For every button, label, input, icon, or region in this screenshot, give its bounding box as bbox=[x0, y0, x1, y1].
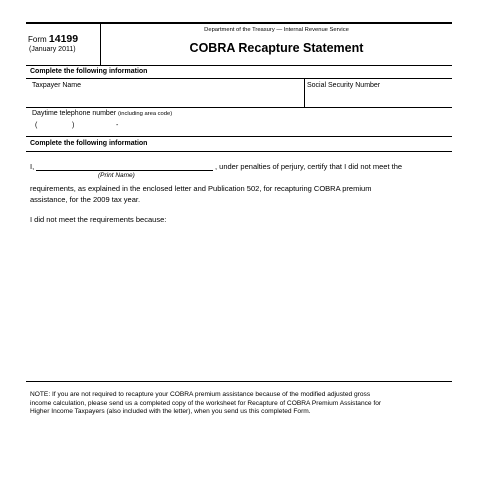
header-bottom-rule bbox=[26, 65, 452, 66]
form-date: (January 2011) bbox=[29, 46, 76, 53]
form-number: 14199 bbox=[48, 33, 79, 45]
cert-line-3: assistance, for the 2009 tax year. bbox=[30, 195, 141, 204]
phone-close-paren: ) bbox=[72, 122, 75, 129]
name-row-rule bbox=[26, 107, 452, 108]
note-rule bbox=[26, 381, 452, 382]
form-title: COBRA Recapture Statement bbox=[189, 41, 364, 55]
reason-label: I did not meet the requirements because: bbox=[30, 215, 167, 224]
section1-heading: Complete the following information bbox=[30, 68, 148, 75]
note-block bbox=[30, 391, 381, 417]
phone-sub-label: (including area code) bbox=[118, 111, 173, 117]
reason-text-area[interactable] bbox=[28, 228, 450, 378]
phone-row-rule bbox=[26, 136, 452, 137]
phone-open-paren: ( bbox=[35, 122, 38, 129]
section2-rule bbox=[26, 151, 452, 152]
form-label: Form bbox=[28, 35, 47, 44]
phone-dash: - bbox=[116, 122, 119, 129]
agency-name: Department of the Treasury — Internal Revenue Service bbox=[204, 27, 349, 33]
print-name-input[interactable] bbox=[36, 160, 213, 171]
cert-prefix: I, bbox=[30, 162, 35, 171]
phone-field[interactable] bbox=[26, 120, 452, 135]
ssn-field[interactable] bbox=[305, 79, 452, 107]
print-name-label: (Print Name) bbox=[98, 172, 135, 179]
note-line-3: Higher Income Taxpayers (also included with the letter), when you send us this completed Form. bbox=[30, 408, 311, 415]
section2-heading: Complete the following information bbox=[30, 140, 148, 147]
taxpayer-name-label: Taxpayer Name bbox=[32, 82, 82, 89]
phone-label-row bbox=[32, 110, 172, 117]
taxpayer-name-field[interactable] bbox=[26, 79, 304, 107]
form-number-block bbox=[28, 33, 78, 45]
cert-line-2: requirements, as explained in the enclosed letter and Publication 502, for recapturing COBRA premium bbox=[30, 184, 372, 193]
cert-suffix: , under penalties of perjury, certify that I did not meet the bbox=[215, 162, 403, 171]
phone-label: Daytime telephone number bbox=[32, 110, 117, 117]
top-rule bbox=[26, 22, 452, 24]
note-line-1: NOTE: If you are not required to recapture your COBRA premium assistance because of the modified adjusted gross bbox=[30, 391, 371, 398]
note-line-2: income calculation, please send us a completed copy of the worksheet for Recapture of COBRA Premium Assistance for bbox=[30, 399, 382, 407]
ssn-label: Social Security Number bbox=[307, 82, 381, 89]
